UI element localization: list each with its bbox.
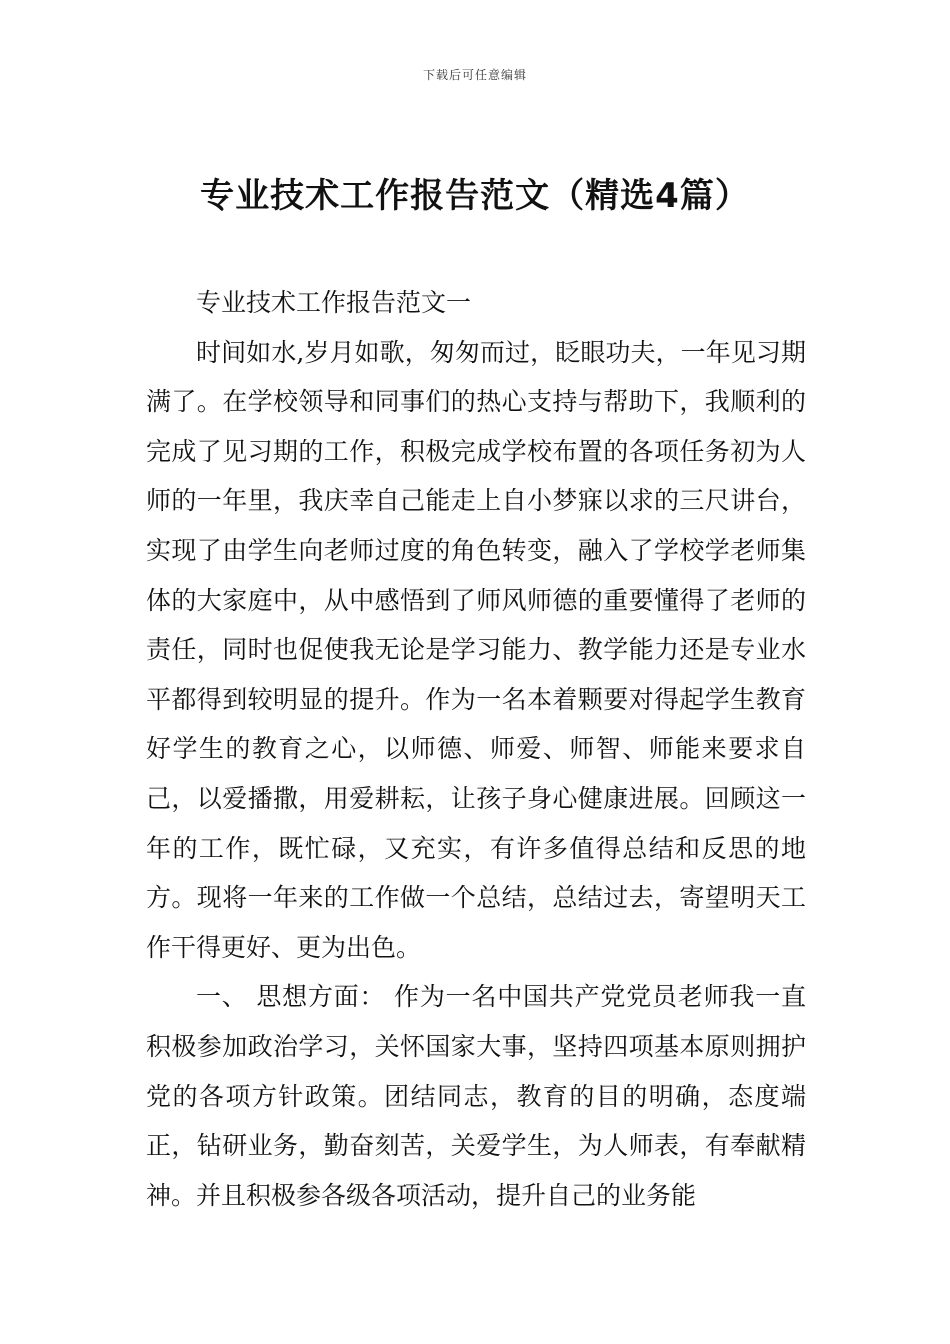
section-heading: 专业技术工作报告范文一 bbox=[196, 288, 472, 317]
body-paragraph: 时间如水,岁月如歌，匆匆而过，眨眼功夫，一年见习期满了。在学校领导和同事们的热心支持与帮助下，我顺利的完成了见习期的工作，积极完成学校布置的各项任务初为人师的一年里，我庆幸自己能走上自小梦寐以求的三尺讲台，实现了由学生向老师过度的角色转变，融入了学校学老师集体的大家庭中，从中感悟到了师风师德的重要懂得了老师的责任，同时也促使我无论是学习能力、教学能力还是专业水平都得到较明显的提升。作为一名本着颗要对得起学生教育好学生的教育之心，以师德、师爱、师智、师能来要求自己，以爱播撒，用爱耕耘，让孩子身心健康进展。回顾这一年的工作，既忙碌，又充实，有许多值得总结和反思的地方。现将一年来的工作做一个总结，总结过去，寄望明天工作干得更好、更为出色。 bbox=[146, 337, 806, 962]
header-note: 下载后可任意编辑 bbox=[422, 68, 527, 82]
body-paragraph: 一、 思想方面： 作为一名中国共产党党员老师我一直积极参加政治学习，关怀国家大事，坚持四项基本原则拥护党的各项方针政策。团结同志，教育的目的明确，态度端正，钻研业务，勤奋刻苦，关爱学生，为人师表，有奉献精神。并且积极参各级各项活动，提升自己的业务能 bbox=[146, 982, 806, 1210]
document-body bbox=[146, 278, 806, 1220]
document-title: 专业技术工作报告范文（精选4篇） bbox=[200, 176, 750, 216]
